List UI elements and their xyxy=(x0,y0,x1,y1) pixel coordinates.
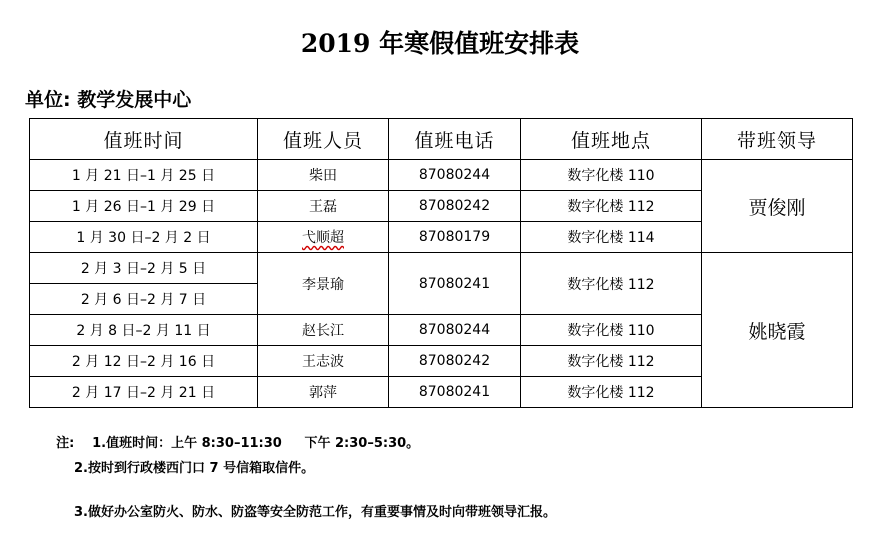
cell-person: 赵长江 xyxy=(258,315,389,346)
cell-time: 1 月 30 日–2 月 2 日 xyxy=(30,222,258,253)
cell-location: 数字化楼 110 xyxy=(521,315,702,346)
cell-location: 数字化楼 114 xyxy=(521,222,702,253)
cell-phone: 87080244 xyxy=(389,160,521,191)
cell-person: 王磊 xyxy=(258,191,389,222)
cell-phone: 87080242 xyxy=(389,191,521,222)
header-duty-time: 值班时间 xyxy=(30,119,258,160)
note-item-2: 2.按时到行政楼西门口 7 号信箱取信件。 xyxy=(74,461,315,476)
table-row xyxy=(30,253,853,284)
cell-time: 2 月 8 日–2 月 11 日 xyxy=(30,315,258,346)
table-row xyxy=(30,160,853,191)
cell-time: 1 月 26 日–1 月 29 日 xyxy=(30,191,258,222)
cell-location: 数字化楼 112 xyxy=(521,346,702,377)
cell-time: 2 月 12 日–2 月 16 日 xyxy=(30,346,258,377)
cell-time: 2 月 3 日–2 月 5 日 xyxy=(30,253,258,284)
cell-phone: 87080242 xyxy=(389,346,521,377)
cell-person: 柴田 xyxy=(258,160,389,191)
header-duty-phone: 值班电话 xyxy=(389,119,521,160)
cell-location: 数字化楼 112 xyxy=(521,191,702,222)
cell-phone: 87080241 xyxy=(389,377,521,408)
page-title: 2019 年寒假值班安排表 xyxy=(300,29,580,58)
note-text: 1.值班时间：上午 8:30–11:30 下午 2:30–5:30。 xyxy=(92,436,420,451)
header-duty-person: 值班人员 xyxy=(258,119,389,160)
table-header-row xyxy=(30,119,853,160)
duty-schedule-table xyxy=(29,118,853,408)
header-duty-leader: 带班领导 xyxy=(702,119,853,160)
cell-person: 郭萍 xyxy=(258,377,389,408)
cell-leader: 贾俊刚 xyxy=(702,160,853,253)
cell-person: 李景瑜 xyxy=(258,253,389,315)
person-name-spellcheck: 弋顺超 xyxy=(302,230,344,246)
cell-time: 2 月 6 日–2 月 7 日 xyxy=(30,284,258,315)
cell-location: 数字化楼 110 xyxy=(521,160,702,191)
cell-phone: 87080179 xyxy=(389,222,521,253)
cell-time: 2 月 17 日–2 月 21 日 xyxy=(30,377,258,408)
cell-phone: 87080241 xyxy=(389,253,521,315)
note-item-3: 3.做好办公室防火、防水、防盗等安全防范工作，有重要事情及时向带班领导汇报。 xyxy=(74,505,556,520)
cell-location: 数字化楼 112 xyxy=(521,377,702,408)
cell-phone: 87080244 xyxy=(389,315,521,346)
cell-person xyxy=(258,222,389,253)
notes-label: 注: xyxy=(56,436,75,451)
cell-leader: 姚晓霞 xyxy=(702,253,853,408)
cell-person: 王志波 xyxy=(258,346,389,377)
cell-time: 1 月 21 日–1 月 25 日 xyxy=(30,160,258,191)
cell-location: 数字化楼 112 xyxy=(521,253,702,315)
header-duty-location: 值班地点 xyxy=(521,119,702,160)
unit-label: 单位: 教学发展中心 xyxy=(25,89,192,111)
